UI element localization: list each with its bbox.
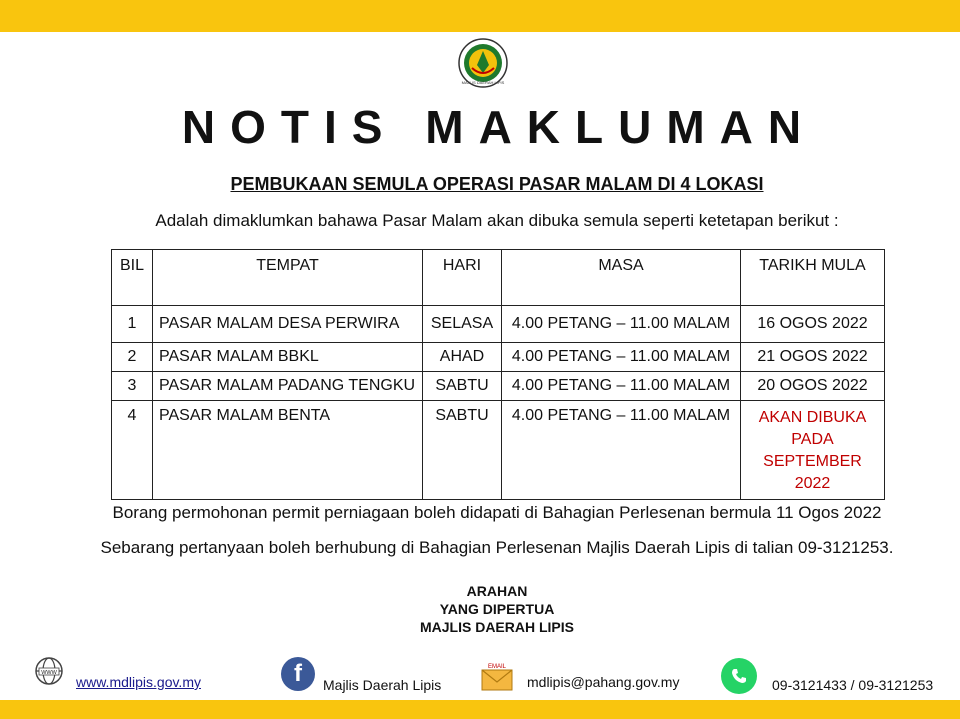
pending-line: AKAN DIBUKA <box>758 409 867 426</box>
email-icon <box>478 660 516 694</box>
cell-masa: 4.00 PETANG – 11.00 MALAM <box>502 306 741 343</box>
signature-line: YANG DIPERTUA <box>439 601 555 617</box>
cell-tarikh: 16 OGOS 2022 <box>741 306 885 343</box>
cell-tempat: PASAR MALAM BBKL <box>153 343 423 372</box>
cell-tempat: PASAR MALAM DESA PERWIRA <box>153 306 423 343</box>
facebook-icon[interactable]: f <box>281 657 315 691</box>
top-yellow-bar <box>0 0 960 32</box>
svg-text:MAJLIS DAERAH LIPIS: MAJLIS DAERAH LIPIS <box>461 80 505 85</box>
cell-masa: 4.00 PETANG – 11.00 MALAM <box>502 372 741 401</box>
table-row <box>112 306 885 343</box>
cell-bil: 1 <box>112 306 153 343</box>
pending-line: PADA <box>791 431 834 448</box>
cell-tempat: PASAR MALAM PADANG TENGKU <box>153 372 423 401</box>
cell-tarikh-pending <box>741 401 885 500</box>
cell-bil: 3 <box>112 372 153 401</box>
cell-bil: 4 <box>112 401 153 500</box>
intro-text: Adalah dimaklumkan bahawa Pasar Malam akan dibuka semula seperti ketetapan berikut : <box>155 211 839 230</box>
facebook-page-label[interactable]: Majlis Daerah Lipis <box>323 677 442 693</box>
whatsapp-phone-icon <box>721 658 757 694</box>
bottom-yellow-bar <box>0 700 960 719</box>
phone-numbers: 09-3121433 / 09-3121253 <box>772 677 934 693</box>
cell-hari: SABTU <box>423 372 502 401</box>
pending-line: 2022 <box>794 475 831 492</box>
cell-bil: 2 <box>112 343 153 372</box>
website-link[interactable]: www.mdlipis.gov.my <box>76 674 201 690</box>
council-logo <box>458 38 508 88</box>
cell-masa: 4.00 PETANG – 11.00 MALAM <box>502 401 741 500</box>
table-row <box>112 343 885 372</box>
notice-subtitle: PEMBUKAAN SEMULA OPERASI PASAR MALAM DI 4 LOKASI <box>230 174 764 194</box>
signature-line: ARAHAN <box>466 583 528 599</box>
cell-hari: SELASA <box>423 306 502 343</box>
globe-icon <box>34 656 64 686</box>
enquiry-note: Sebarang pertanyaan boleh berhubung di Bahagian Perlesenan Majlis Daerah Lipis di talian 09-3121253. <box>100 538 894 557</box>
col-header-tempat: TEMPAT <box>153 250 423 306</box>
market-schedule-table <box>111 249 885 500</box>
col-header-masa: MASA <box>502 250 741 306</box>
table-header-row <box>112 250 885 306</box>
cell-tarikh: 21 OGOS 2022 <box>741 343 885 372</box>
footer-website-icon-wrap <box>34 656 64 686</box>
svg-text:EMAIL: EMAIL <box>487 664 507 670</box>
table-row <box>112 372 885 401</box>
cell-hari: SABTU <box>423 401 502 500</box>
col-header-bil: BIL <box>112 250 153 306</box>
signature-line: MAJLIS DAERAH LIPIS <box>419 619 574 635</box>
cell-hari: AHAD <box>423 343 502 372</box>
cell-masa: 4.00 PETANG – 11.00 MALAM <box>502 343 741 372</box>
cell-tempat: PASAR MALAM BENTA <box>153 401 423 500</box>
pending-line: SEPTEMBER <box>763 453 862 470</box>
signature-block <box>0 582 960 636</box>
table-row <box>112 401 885 500</box>
permit-note: Borang permohonan permit perniagaan boleh didapati di Bahagian Perlesenan bermula 11 Ogos 2022 <box>112 503 882 522</box>
email-address[interactable]: mdlipis@pahang.gov.my <box>527 674 680 690</box>
col-header-hari: HARI <box>423 250 502 306</box>
col-header-tarikh: TARIKH MULA <box>741 250 885 306</box>
cell-tarikh: 20 OGOS 2022 <box>741 372 885 401</box>
page-title: NOTIS MAKLUMAN <box>181 101 817 153</box>
svg-text:WWW: WWW <box>41 670 57 676</box>
